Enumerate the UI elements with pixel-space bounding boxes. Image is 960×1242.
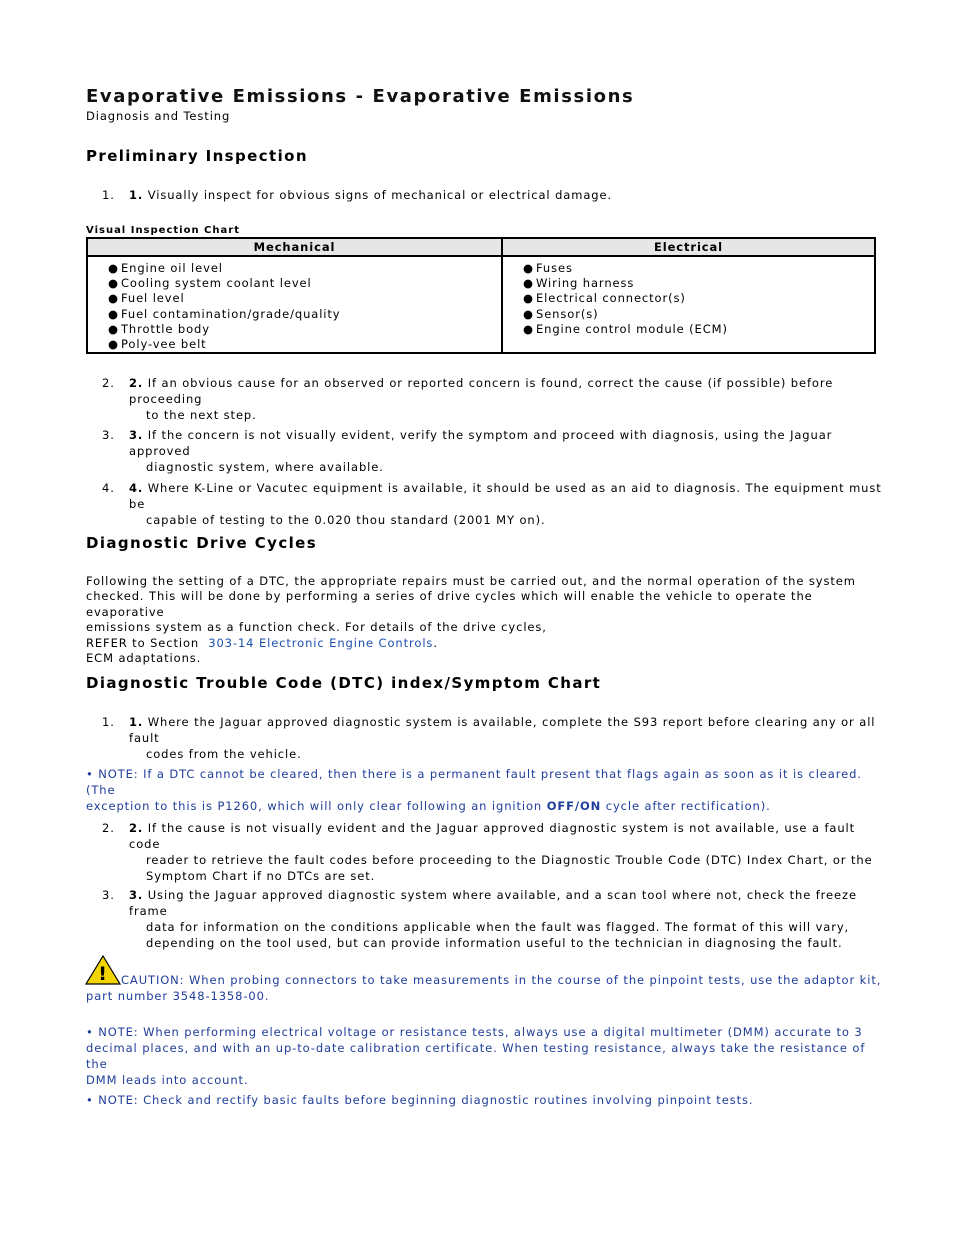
caution-probing-connectors: CAUTION: When probing connectors to take measurements in the course of the pinpoint tests, use the adaptor kit, part number 3548-1358-00.: [86, 973, 882, 1003]
list-item: ● Cooling system coolant level: [108, 276, 312, 291]
note-basic-faults: • NOTE: Check and rectify basic faults before beginning diagnostic routines involving pinpoint tests.: [86, 1093, 754, 1107]
drive-cycles-paragraph: Following the setting of a DTC, the appropriate repairs must be carried out, and the normal operation of the system checked. This will be done by performing a series of drive cycles which will enable the vehicle to operate the evaporative emissions system as a function check. For details of the drive cycles, REFER to Section 303-14 Electronic Engine Controls. ECM adaptations.: [86, 574, 876, 666]
list-item: ● Fuel level: [108, 291, 185, 306]
step-lead: 1.: [129, 715, 144, 729]
chart-label: Visual Inspection Chart: [86, 225, 240, 236]
section-link-electronic-engine-controls[interactable]: 303-14 Electronic Engine Controls: [208, 635, 434, 650]
bullet-icon: ●: [523, 261, 534, 275]
step-number: 4.: [102, 481, 115, 495]
bullet-icon: ●: [108, 276, 119, 291]
bullet-icon: ●: [523, 291, 534, 306]
step-text: Using the Jaguar approved diagnostic system where available, and a scan tool where not, check the freeze frame: [129, 888, 857, 918]
step-item: [86, 375, 886, 422]
step-text-continued: capable of testing to the 0.020 thou standard (2001 MY on).: [146, 513, 546, 527]
section-heading-preliminary: Preliminary Inspection: [86, 147, 308, 165]
page-title: Evaporative Emissions - Evaporative Emissions: [86, 86, 635, 107]
step-number: 1.: [102, 188, 115, 202]
note-electrical-tests: • NOTE: When performing electrical voltage or resistance tests, always use a digital multimeter (DMM) accurate to 3 decimal places, and with an up-to-date calibration certificate. When testing resistance, always take the resistance of the DMM leads into account.: [86, 1025, 866, 1087]
step-item: [86, 820, 886, 883]
list-item: ● Fuses: [523, 261, 573, 275]
step-text: Where K-Line or Vacutec equipment is available, it should be used as an aid to diagnosis. The equipment must be: [129, 481, 882, 511]
step-lead: 3.: [129, 428, 144, 442]
bullet-icon: ●: [108, 306, 119, 321]
list-item: ● Engine control module (ECM): [523, 321, 728, 336]
step-item: [86, 427, 886, 474]
step-item: [86, 887, 886, 950]
step-number: 3.: [102, 428, 115, 442]
ignition-state: OFF/ON: [546, 799, 602, 813]
section-heading-dtc-index: Diagnostic Trouble Code (DTC) index/Symptom Chart: [86, 674, 602, 692]
bullet-icon: ●: [523, 276, 534, 291]
list-item: ● Poly-vee belt: [108, 337, 207, 352]
step-lead: 2.: [129, 821, 144, 835]
step-text: Visually inspect for obvious signs of mechanical or electrical damage.: [147, 188, 613, 202]
chart-cell-mechanical: [87, 256, 502, 353]
step-item: [86, 714, 886, 761]
chart-header-electrical: Electrical: [502, 238, 875, 256]
step-text-continued: data for information on the conditions applicable when the fault was flagged. The format of this will vary,: [146, 920, 850, 934]
step-lead: 2.: [129, 376, 144, 390]
step-text: If the cause is not visually evident and the Jaguar approved diagnostic system is not available, use a fault code: [129, 821, 856, 851]
visual-inspection-chart: [86, 237, 876, 354]
bullet-icon: ●: [108, 321, 119, 336]
list-item: ● Throttle body: [108, 321, 210, 336]
step-text-continued: diagnostic system, where available.: [146, 460, 384, 474]
step-number: 1.: [102, 715, 115, 729]
warning-glyph: !: [98, 963, 108, 985]
chart-header-mechanical: Mechanical: [87, 238, 502, 256]
section-heading-drive-cycles: Diagnostic Drive Cycles: [86, 534, 318, 552]
step-lead: 4.: [129, 481, 144, 495]
step-text: Where the Jaguar approved diagnostic system is available, complete the S93 report before clearing any or all fault: [129, 715, 876, 745]
step-text-continued: Symptom Chart if no DTCs are set.: [146, 869, 376, 883]
bullet-icon: ●: [108, 337, 119, 352]
step-text-continued: depending on the tool used, but can provide information useful to the technician in diagnosing the fault.: [146, 936, 843, 950]
list-item: ● Wiring harness: [523, 276, 635, 291]
chart-cell-electrical: [502, 256, 875, 353]
list-item: ● Fuel contamination/grade/quality: [108, 306, 341, 321]
step-item: [86, 187, 886, 203]
step-text: If the concern is not visually evident, verify the symptom and proceed with diagnosis, using the Jaguar approved: [129, 428, 833, 458]
step-text-continued: codes from the vehicle.: [146, 747, 302, 761]
step-item: [86, 480, 886, 527]
step-number: 2.: [102, 821, 115, 835]
list-item: ● Electrical connector(s): [523, 291, 686, 306]
step-text-continued: to the next step.: [146, 408, 257, 422]
bullet-icon: ●: [108, 261, 119, 275]
step-number: 2.: [102, 376, 115, 390]
step-text: If an obvious cause for an observed or reported concern is found, correct the cause (if possible) before proceeding: [129, 376, 834, 406]
list-item: ● Sensor(s): [523, 306, 599, 321]
step-number: 3.: [102, 888, 115, 902]
bullet-icon: ●: [523, 321, 534, 336]
page-subtitle: Diagnosis and Testing: [86, 109, 231, 123]
step-text-continued: reader to retrieve the fault codes before proceeding to the Diagnostic Trouble Code (DTC) Index Chart, or the: [146, 853, 873, 867]
bullet-icon: ●: [108, 291, 119, 306]
bullet-icon: ●: [523, 306, 534, 321]
step-lead: 3.: [129, 888, 144, 902]
list-item: ● Engine oil level: [108, 261, 223, 275]
step-lead: 1.: [129, 188, 144, 202]
refer-line: REFER to Section 303-14 Electronic Engine Controls.: [86, 635, 438, 650]
note-dtc-cleared: • NOTE: If a DTC cannot be cleared, then there is a permanent fault present that flags again as soon as it is cleared. (The exception to this is P1260, which will only clear following an ignition OFF/ON cycle after rectification).: [86, 767, 862, 813]
